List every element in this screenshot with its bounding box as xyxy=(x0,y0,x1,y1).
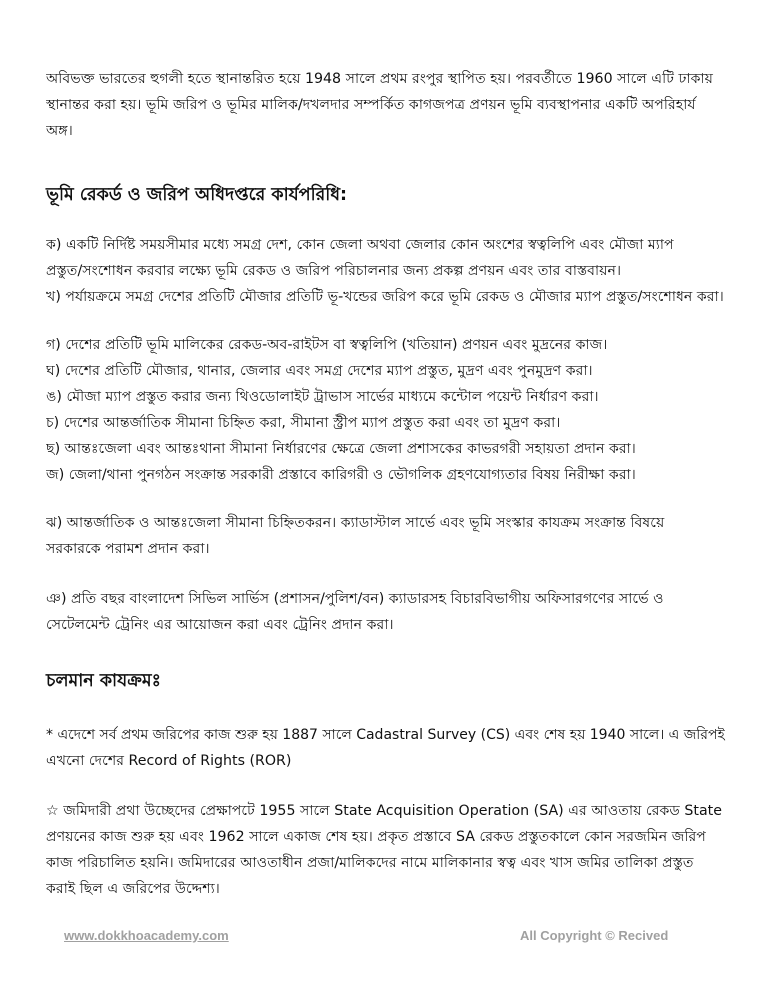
text-line: কাজ পরিচালিত হয়নি। জমিদারের আওতাধীন প্রজা/মালিকদের নামে মালিকানার স্বত্ব এবং খাস জমির তালিকা প্রস্তুত xyxy=(46,855,694,871)
list-item: সেটেলমেন্ট ট্রেনিং এর আয়োজন করা এবং ট্রেনিং প্রদান করা। xyxy=(46,617,394,633)
text-line: এখনো দেশের Record of Rights (ROR) xyxy=(46,753,292,769)
list-item: খ) পর্যায়ক্রমে সমগ্র দেশের প্রতিটি মৌজার প্রতিটি ভূ-খন্ডের জরিপ করে ভূমি রেকড ও মৌজার ম্যাপ প্রস্তুত/সংশোধন করা। xyxy=(46,289,724,305)
text-line: অবিভক্ত ভারতের হুগলী হতে স্থানান্তরিত হয়ে 1948 সালে প্রথম রংপুর স্থাপিত হয়। পরবর্তীতে 1960 সালে এটি ঢাকায় xyxy=(46,71,714,87)
text-line: অঙ্গ। xyxy=(46,123,73,139)
text-line: স্থানান্তর করা হয়। ভূমি জরিপ ও ভূমির মালিক/দখলদার সম্পর্কিত কাগজপত্র প্রণয়ন ভূমি ব্যবস্থাপনার একটি অপরিহার্য xyxy=(46,97,696,113)
list-item: ছ) আন্তঃজেলা এবং আন্তঃথানা সীমানা নির্ধারণের ক্ষেত্রে জেলা প্রশাসকের কাভরগরী সহায়তা প্রদান করা। xyxy=(46,441,636,457)
list-item: প্রস্তুত/সংশোধন করবার লক্ষ্যে ভূমি রেকড ও জরিপ পরিচালনার জন্য প্রকল্প প্রণয়ন এবং তার বাস্তবায়ন। xyxy=(46,263,622,279)
list-item: ঝ) আন্তর্জাতিক ও আন্তঃজেলা সীমানা চিহ্নিতকরন। ক্যাডাস্টাল সার্ভে এবং ভূমি সংস্কার কাযক্রম সংক্রান্ত বিষয়ে xyxy=(46,515,665,531)
intro-paragraph xyxy=(46,66,726,144)
sa-paragraph xyxy=(46,798,726,902)
list-item: ক) একটি নির্দিষ্ট সময়সীমার মধ্যে সমগ্র দেশ, কোন জেলা অথবা জেলার কোন অংশের স্বত্বলিপি এবং মৌজা ম্যাপ xyxy=(46,237,674,253)
cs-paragraph xyxy=(46,722,726,774)
list-item: গ) দেশের প্রতিটি ভূমি মালিকের রেকড-অব-রাইটস বা স্বত্বলিপি (খতিয়ান) প্রণয়ন এবং মুদ্রনের কাজ। xyxy=(46,337,608,353)
text-line: ☆ জমিদারী প্রথা উচ্ছেদের প্রেক্ষাপটে 1955 সালে State Acquisition Operation (SA) এর আওতায় রেকড State xyxy=(46,803,722,819)
scope-heading: ভূমি রেকর্ড ও জরিপ অধিদপ্তরে কার্যপরিধি: xyxy=(46,185,348,205)
ongoing-heading: চলমান কাযক্রমঃ xyxy=(46,671,161,691)
list-item: চ) দেশের আন্তর্জাতিক সীমানা চিহ্নিত করা, সীমানা স্ট্রীপ ম্যাপ প্রস্তুত করা এবং তা মুদ্রণ করা। xyxy=(46,415,561,431)
page-footer xyxy=(0,928,768,950)
website-link[interactable]: www.dokkhoacademy.com xyxy=(64,928,229,943)
list-item: ঞ) প্রতি বছর বাংলাদেশ সিভিল সার্ভিস (প্রশাসন/পুলিশ/বন) ক্যাডারসহ বিচারবিভাগীয় অফিসারগণের সার্ভে ও xyxy=(46,591,664,607)
scope-list-group-1 xyxy=(46,232,726,310)
list-item: জ) জেলা/থানা পুনগঠন সংক্রান্ত সরকারী প্রস্তাবে কারিগরী ও ভৌগলিক গ্রহণযোগ্যতার বিষয় নিরীক্ষা করা। xyxy=(46,467,636,483)
text-line: করাই ছিল এ জরিপের উদ্দেশ্য। xyxy=(46,881,220,897)
scope-list-group-3 xyxy=(46,510,726,562)
scope-list-group-2 xyxy=(46,332,726,488)
list-item: সরকারকে পরামশ প্রদান করা। xyxy=(46,541,210,557)
copyright-notice: All Copyright © Recived xyxy=(520,928,669,943)
scope-list-group-4 xyxy=(46,586,726,638)
text-line: * এদেশে সর্ব প্রথম জরিপের কাজ শুরু হয় 1887 সালে Cadastral Survey (CS) এবং শেষ হয় 1940 সালে। এ জরিপই xyxy=(46,727,725,743)
list-item: ঙ) মৌজা ম্যাপ প্রস্তুত করার জন্য থিওডোলাইট ট্রাভাস সার্ভের মাধ্যমে কন্টোল পয়েন্ট নির্ধারণ করা। xyxy=(46,389,599,405)
text-line: প্রণয়নের কাজ শুরু হয় এবং 1962 সালে একাজ শেষ হয়। প্রকৃত প্রস্তাবে SA রেকড প্রস্তুতকালে কোন সরজমিন জরিপ xyxy=(46,829,706,845)
document-body xyxy=(46,66,726,902)
list-item: ঘ) দেশের প্রতিটি মৌজার, থানার, জেলার এবং সমগ্র দেশের ম্যাপ প্রস্তুত, মুদ্রণ এবং পুনমুদ্রণ করা। xyxy=(46,363,593,379)
